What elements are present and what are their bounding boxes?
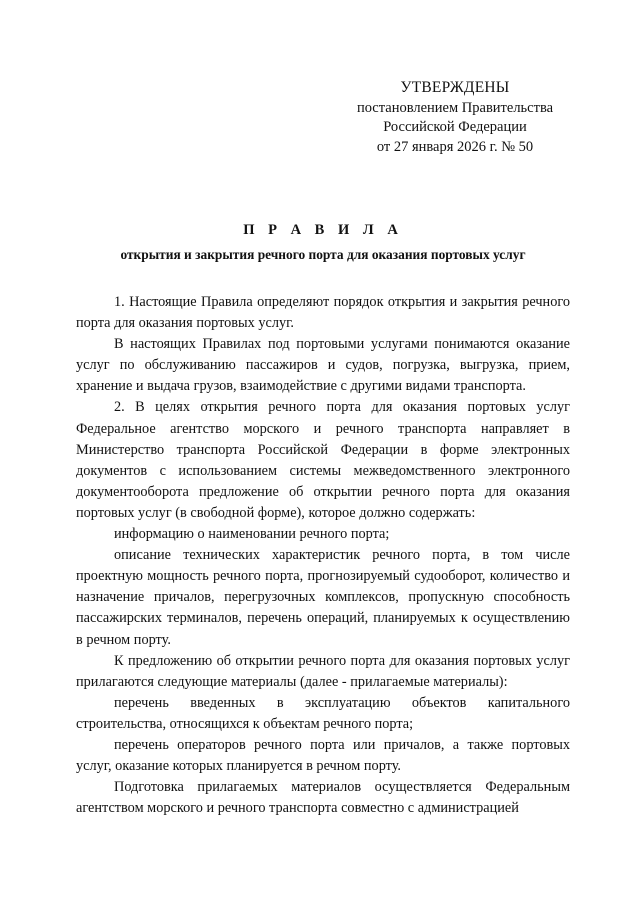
paragraph-2: В настоящих Правилах под портовыми услугами понимаются оказание услуг по обслуживанию пассажиров и судов, погрузка, выгрузка, прием, хранение и выдача грузов, взаимодействие с другими видами транспорта. xyxy=(76,336,570,395)
paragraph-1: 1. Настоящие Правила определяют порядок открытия и закрытия речного порта для оказания портовых услуг. xyxy=(76,294,570,332)
paragraph-5: описание технических характеристик речного порта, в том числе проектную мощность речного порта, прогнозируемый судооборот, количество и назначение причалов, перегрузочных комплексов, пропускную способность пассажирских терминалов, перечень операций, планируемых к осуществлению в речном порту. xyxy=(76,547,570,648)
paragraph-4: информацию о наименовании речного порта; xyxy=(114,526,390,543)
paragraph-6: К предложению об открытии речного порта для оказания портовых услуг прилагаются следующие материалы (далее - прилагаемые материалы): xyxy=(76,652,570,690)
approval-line-country: Российской Федерации xyxy=(383,119,527,136)
approval-line-date-number: от 27 января 2026 г. № 50 xyxy=(376,138,534,155)
document-title: П Р А В И Л А xyxy=(243,222,403,238)
paragraph-3: 2. В целях открытия речного порта для оказания портовых услуг Федеральное агентство морского и речного транспорта направляет в Министерство транспорта Российской Федерации в форме электронных документов с использованием системы межведомственного электронного документооборота предложение об открытии речного порта для оказания портовых услуг (в свободной форме), которое должно содержать: xyxy=(76,399,570,521)
document-body xyxy=(76,292,570,819)
approval-line-authority: постановлением Правительства xyxy=(356,99,554,116)
paragraph-7: перечень введенных в эксплуатацию объектов капитального строительства, относящихся к объектам речного порта; xyxy=(76,694,570,732)
approval-block xyxy=(332,78,578,157)
approval-stamp: УТВЕРЖДЕНЫ xyxy=(400,79,510,96)
document-subtitle: открытия и закрытия речного порта для оказания портовых услуг xyxy=(120,247,526,262)
paragraph-9: Подготовка прилагаемых материалов осуществляется Федеральным агентством морского и речного транспорта совместно с администрацией xyxy=(76,779,570,817)
paragraph-8: перечень операторов речного порта или причалов, а также портовых услуг, оказание которых планируется в речном порту. xyxy=(76,736,570,775)
